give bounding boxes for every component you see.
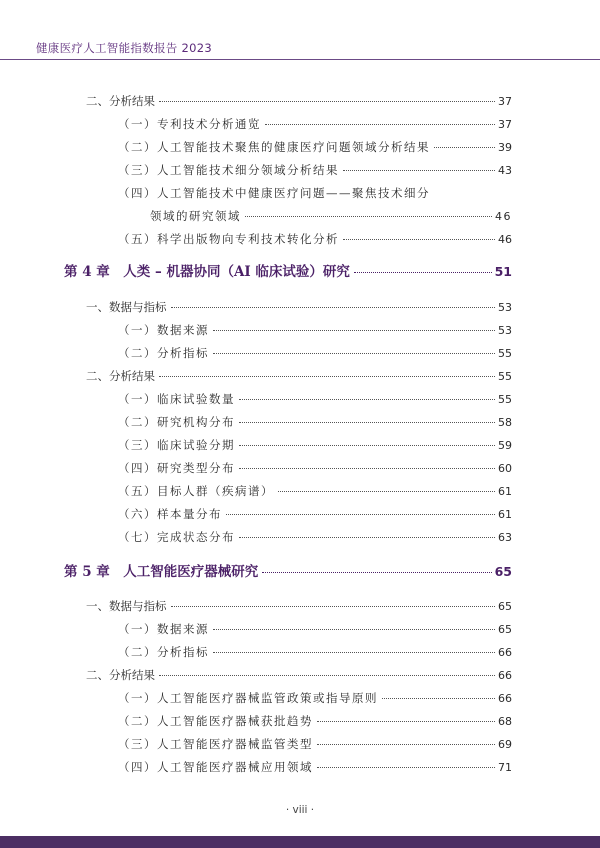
- dot-leader: [239, 468, 495, 469]
- toc-entry: [118, 507, 512, 523]
- toc-entry: [118, 530, 512, 546]
- dot-leader: [239, 422, 495, 423]
- toc-page-number: 69: [498, 738, 512, 751]
- toc-page-number: 65: [498, 623, 512, 636]
- toc-entry: [118, 232, 512, 248]
- toc-page-number: 46: [495, 210, 512, 223]
- toc-entry: [118, 714, 512, 730]
- toc-entry: [118, 346, 512, 362]
- toc-entry: [86, 599, 512, 615]
- toc-entry: [150, 209, 512, 225]
- toc-entry: [118, 163, 512, 179]
- toc-entry: [118, 737, 512, 753]
- dot-leader: [171, 606, 496, 607]
- dot-leader: [278, 491, 495, 492]
- toc-page-number: 55: [498, 347, 512, 360]
- toc-chapter-entry: [64, 263, 512, 281]
- toc-page-number: 60: [498, 462, 512, 475]
- dot-leader: [317, 721, 495, 722]
- toc-entry: [86, 94, 512, 110]
- toc-entry-title: 第 5 章 人工智能医疗器械研究: [64, 564, 259, 580]
- toc-entry: [118, 461, 512, 477]
- dot-leader: [343, 170, 495, 171]
- toc-entry-title: （四）人工智能技术中健康医疗问题——聚焦技术细分: [118, 186, 430, 200]
- bottom-color-bar: [0, 836, 600, 848]
- dot-leader: [159, 675, 495, 676]
- toc-entry-title: （二）分析指标: [118, 346, 209, 360]
- toc-page-number: 61: [498, 485, 512, 498]
- toc-page-number: 55: [498, 370, 512, 383]
- toc-entry-title: （四）研究类型分布: [118, 461, 235, 475]
- toc-page-number: 55: [498, 393, 512, 406]
- toc-entry: [118, 392, 512, 408]
- toc-entry: [118, 186, 512, 202]
- toc-page-number: 37: [498, 95, 512, 108]
- dot-leader: [354, 272, 492, 273]
- toc-entry-title: （六）样本量分布: [118, 507, 222, 521]
- toc-page-number: 53: [498, 301, 512, 314]
- toc-entry-title: （一）数据来源: [118, 622, 209, 636]
- toc-chapter-entry: [64, 563, 512, 581]
- dot-leader: [382, 698, 495, 699]
- dot-leader: [317, 744, 495, 745]
- toc-entry: [118, 323, 512, 339]
- dot-leader: [239, 445, 495, 446]
- toc-entry-title: 二、分析结果: [86, 369, 155, 383]
- toc-entry-title: （四）人工智能医疗器械应用领域: [118, 760, 313, 774]
- dot-leader: [245, 216, 492, 217]
- toc-page-number: 71: [498, 761, 512, 774]
- toc-page-number: 65: [498, 600, 512, 613]
- toc-entry: [118, 691, 512, 707]
- toc-page-number: 66: [498, 692, 512, 705]
- toc-entry-title: （二）研究机构分布: [118, 415, 235, 429]
- toc-entry: [118, 415, 512, 431]
- dot-leader: [262, 572, 491, 573]
- dot-leader: [159, 101, 495, 102]
- toc-page-number: 65: [494, 564, 512, 579]
- toc-entry: [118, 645, 512, 661]
- toc-entry: [118, 760, 512, 776]
- toc-entry-title: （三）临床试验分期: [118, 438, 235, 452]
- toc-page-number: 63: [498, 531, 512, 544]
- toc-entry-title: （二）人工智能技术聚焦的健康医疗问题领域分析结果: [118, 140, 430, 154]
- dot-leader: [226, 514, 495, 515]
- toc-entry-title: （一）人工智能医疗器械监管政策或指导原则: [118, 691, 378, 705]
- dot-leader: [343, 239, 495, 240]
- dot-leader: [434, 147, 495, 148]
- toc-entry-title: （一）数据来源: [118, 323, 209, 337]
- toc-entry-title: 二、分析结果: [86, 668, 155, 682]
- toc-page-number: 61: [498, 508, 512, 521]
- toc-page-number: 51: [494, 264, 512, 279]
- toc-entry: [118, 484, 512, 500]
- toc-entry-title: （一）专利技术分析通览: [118, 117, 261, 131]
- toc-entry-title: （三）人工智能技术细分领域分析结果: [118, 163, 339, 177]
- toc-entry-title: 一、数据与指标: [86, 300, 167, 314]
- dot-leader: [239, 537, 495, 538]
- toc-entry-title: （五）目标人群（疾病谱）: [118, 484, 274, 498]
- toc-page-number: 53: [498, 324, 512, 337]
- toc-entry: [118, 117, 512, 133]
- toc-page-number: 66: [498, 646, 512, 659]
- toc-entry: [86, 300, 512, 316]
- toc-entry-title: 领域的研究领域: [150, 209, 241, 223]
- dot-leader: [239, 399, 495, 400]
- toc-page-number: 46: [498, 233, 512, 246]
- toc-page-number: 59: [498, 439, 512, 452]
- toc-entry-title: （二）分析指标: [118, 645, 209, 659]
- toc-page-number: 66: [498, 669, 512, 682]
- report-title: 健康医疗人工智能指数报告 2023: [36, 41, 213, 55]
- toc-entry-title: （二）人工智能医疗器械获批趋势: [118, 714, 313, 728]
- toc-entry: [86, 369, 512, 385]
- toc-entry-title: （一）临床试验数量: [118, 392, 235, 406]
- toc-page-number: 39: [498, 141, 512, 154]
- toc-entry: [118, 622, 512, 638]
- toc-entry: [118, 140, 512, 156]
- toc-entry-title: （五）科学出版物向专利技术转化分析: [118, 232, 339, 246]
- toc-entry: [86, 668, 512, 684]
- dot-leader: [213, 652, 495, 653]
- toc-entry: [118, 438, 512, 454]
- toc-page-number: 68: [498, 715, 512, 728]
- toc-entry-title: （七）完成状态分布: [118, 530, 235, 544]
- dot-leader: [265, 124, 495, 125]
- dot-leader: [159, 376, 495, 377]
- toc-page-number: 43: [498, 164, 512, 177]
- dot-leader: [317, 767, 495, 768]
- dot-leader: [213, 629, 495, 630]
- page-number: · viii ·: [285, 804, 315, 816]
- toc-entry-title: 一、数据与指标: [86, 599, 167, 613]
- toc-page-number: 37: [498, 118, 512, 131]
- dot-leader: [213, 353, 495, 354]
- toc-entry-title: （三）人工智能医疗器械监管类型: [118, 737, 313, 751]
- toc-page-number: 58: [498, 416, 512, 429]
- toc-entry-title: 第 4 章 人类 – 机器协同（AI 临床试验）研究: [64, 264, 350, 280]
- dot-leader: [213, 330, 495, 331]
- toc-entry-title: 二、分析结果: [86, 94, 155, 108]
- dot-leader: [171, 307, 496, 308]
